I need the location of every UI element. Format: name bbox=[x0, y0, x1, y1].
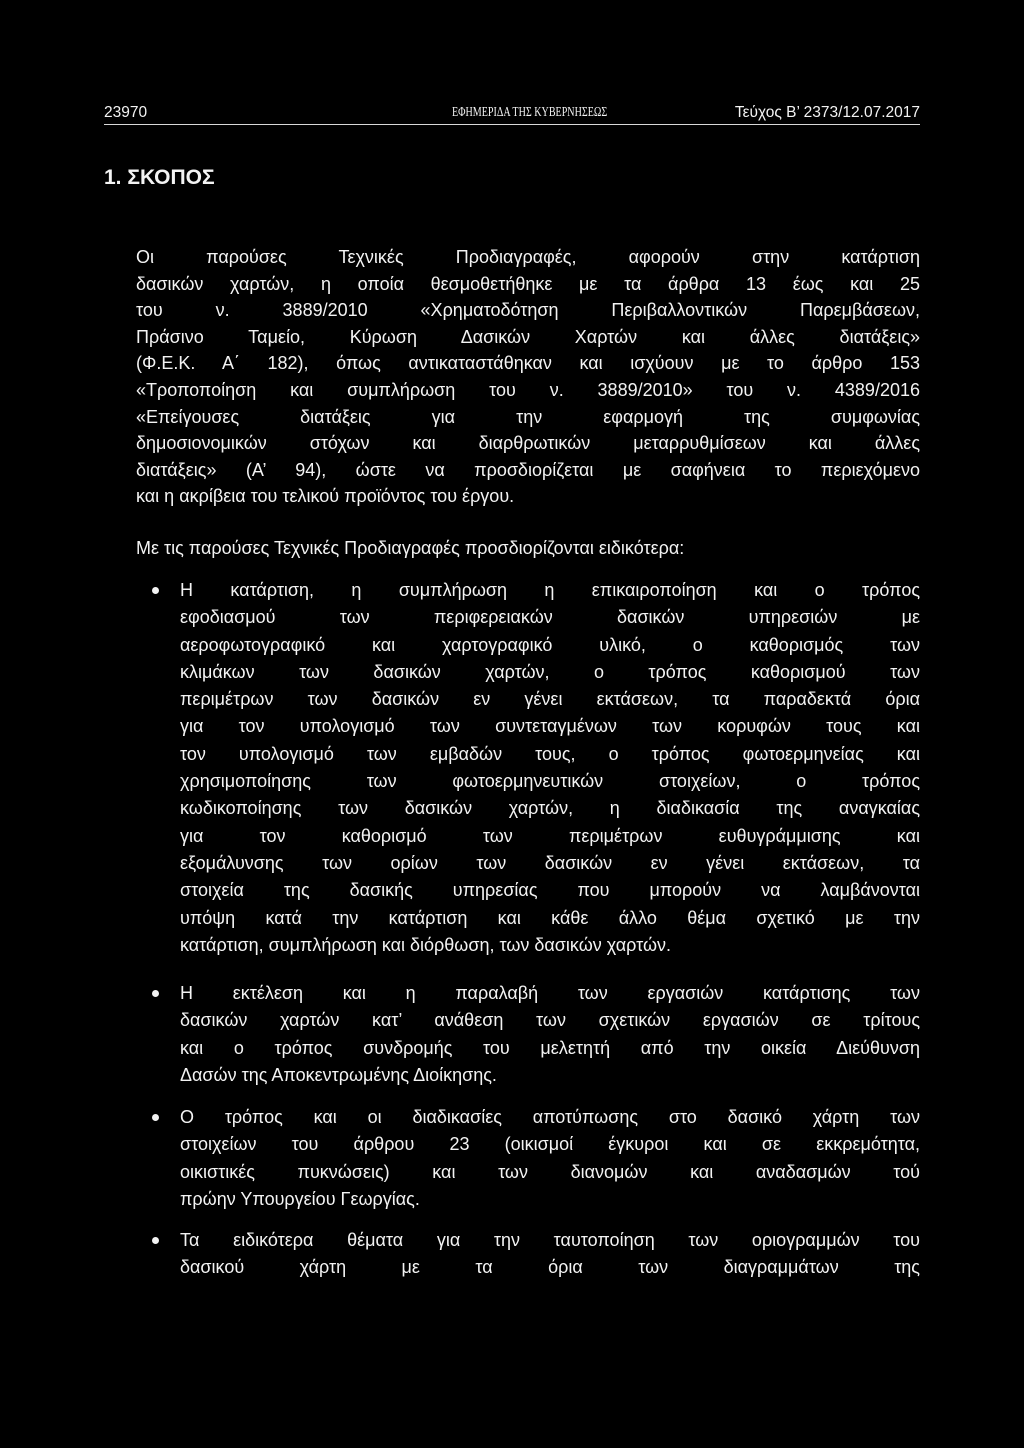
bullet-line: για τον καθορισμό των περιμέτρων ευθυγράμμισης και bbox=[180, 825, 920, 846]
bullet-line: εξομάλυνσης των ορίων των δασικών εν γένει εκτάσεων, τα bbox=[180, 852, 920, 873]
bullet-marker bbox=[152, 587, 159, 594]
intro-paragraph bbox=[136, 244, 920, 510]
lead-in-paragraph bbox=[136, 535, 920, 562]
bullet-line: κωδικοποίησης των δασικών χαρτών, η διαδικασία της αναγκαίας bbox=[180, 798, 920, 819]
bullet-line: στοιχείων του άρθρου 23 (οικισμοί έγκυροι και σε εκκρεμότητα, bbox=[180, 1134, 920, 1155]
bullet-line: Ο τρόπος και οι διαδικασίες αποτύπωσης στο δασικό χάρτη των bbox=[180, 1107, 920, 1127]
paragraph-line: του ν. 3889/2010 «Χρηματοδότηση Περιβαλλοντικών Παρεμβάσεων, bbox=[136, 300, 920, 321]
bullet-line: υπόψη κατά την κατάρτιση και κάθε άλλο θέμα σχετικό με την bbox=[180, 907, 920, 928]
paragraph-line: δημοσιονομικών στόχων και διαρθρωτικών μεταρρυθμίσεων και άλλες bbox=[136, 433, 920, 454]
bullet-line: Τα ειδικότερα θέματα για την ταυτοποίηση των οριογραμμών του bbox=[180, 1230, 920, 1250]
bullet-line: δασικού χάρτη με τα όρια των διαγραμμάτων της bbox=[180, 1257, 920, 1278]
paragraph-line: Πράσινο Ταμείο, Κύρωση Δασικών Χαρτών και άλλες διατάξεις» bbox=[136, 326, 920, 347]
header-divider bbox=[104, 124, 920, 125]
issue-info: Τεύχος Β’ 2373/12.07.2017 bbox=[734, 104, 920, 121]
bullet-line: οικιστικές πυκνώσεις) και των διανομών και αναδασμών τού bbox=[180, 1161, 920, 1182]
bullet-item bbox=[180, 1104, 920, 1213]
bullet-item bbox=[180, 1227, 920, 1282]
bullet-line: Δασών της Αποκεντρωμένης Διοίκησης. bbox=[180, 1064, 497, 1085]
bullet-marker bbox=[152, 990, 159, 997]
paragraph-line: Οι παρούσες Τεχνικές Προδιαγραφές, αφορούν στην κατάρτιση bbox=[136, 247, 920, 267]
page-number: 23970 bbox=[104, 104, 148, 121]
bullet-marker bbox=[152, 1237, 159, 1244]
bullet-line: και ο τρόπος συνδρομής του μελετητή από την οικεία Διεύθυνση bbox=[180, 1037, 920, 1058]
paragraph-line: και η ακρίβεια του τελικού προϊόντος του έργου. bbox=[136, 486, 515, 507]
bullet-line: πρώην Υπουργείου Γεωργίας. bbox=[180, 1188, 420, 1209]
bullet-line: χρησιμοποίησης των φωτοερμηνευτικών στοιχείων, ο τρόπος bbox=[180, 771, 920, 792]
paragraph-line: (Φ.Ε.Κ. Α΄ 182), όπως αντικαταστάθηκαν και ισχύουν με το άρθρο 153 bbox=[136, 353, 920, 374]
bullet-line: περιμέτρων των δασικών εν γένει εκτάσεων, τα παραδεκτά όρια bbox=[180, 689, 920, 710]
bullet-line: τον υπολογισμό των εμβαδών τους, ο τρόπος φωτοερμηνείας και bbox=[180, 743, 920, 764]
bullet-line: εφοδιασμού των περιφερειακών δασικών υπηρεσιών με bbox=[180, 607, 920, 628]
bullet-item bbox=[180, 577, 920, 959]
bullet-line: για τον υπολογισμό των συντεταγμένων των κορυφών τους και bbox=[180, 716, 920, 737]
bullet-item bbox=[180, 980, 920, 1089]
bullet-line: Η κατάρτιση, η συμπλήρωση η επικαιροποίηση και ο τρόπος bbox=[180, 580, 920, 600]
bullet-line: στοιχεία της δασικής υπηρεσίας που μπορούν να λαμβάνονται bbox=[180, 880, 920, 901]
paragraph-line: Με τις παρούσες Τεχνικές Προδιαγραφές προσδιορίζονται ειδικότερα: bbox=[136, 538, 685, 558]
bullet-marker bbox=[152, 1114, 159, 1121]
bullet-line: αεροφωτογραφικό και χαρτογραφικό υλικό, ο καθορισμός των bbox=[180, 634, 920, 655]
paragraph-line: δασικών χαρτών, η οποία θεσμοθετήθηκε με τα άρθρα 13 έως και 25 bbox=[136, 273, 920, 294]
bullet-line: δασικών χαρτών κατ’ ανάθεση των σχετικών εργασιών σε τρίτους bbox=[180, 1010, 920, 1031]
paragraph-line: διατάξεις» (Α’ 94), ώστε να προσδιορίζεται με σαφήνεια το περιεχόμενο bbox=[136, 459, 920, 480]
bullet-line: Η εκτέλεση και η παραλαβή των εργασιών κατάρτισης των bbox=[180, 983, 920, 1003]
paragraph-line: «Τροποποίηση και συμπλήρωση του ν. 3889/2010» του ν. 4389/2016 bbox=[136, 379, 920, 400]
paragraph-line: «Επείγουσες διατάξεις για την εφαρμογή της συμφωνίας bbox=[136, 406, 920, 427]
section-heading: 1. ΣΚΟΠΟΣ bbox=[104, 166, 215, 189]
page-header bbox=[104, 103, 920, 123]
bullet-line: κατάρτιση, συμπλήρωση και διόρθωση, των δασικών χαρτών. bbox=[180, 934, 672, 955]
bullet-line: κλιμάκων των δασικών χαρτών, ο τρόπος καθορισμού των bbox=[180, 661, 920, 682]
publication-title: ΕΦΗΜΕΡΙΔΑ ΤΗΣ ΚΥΒΕΡΝΗΣΕΩΣ bbox=[452, 105, 608, 120]
